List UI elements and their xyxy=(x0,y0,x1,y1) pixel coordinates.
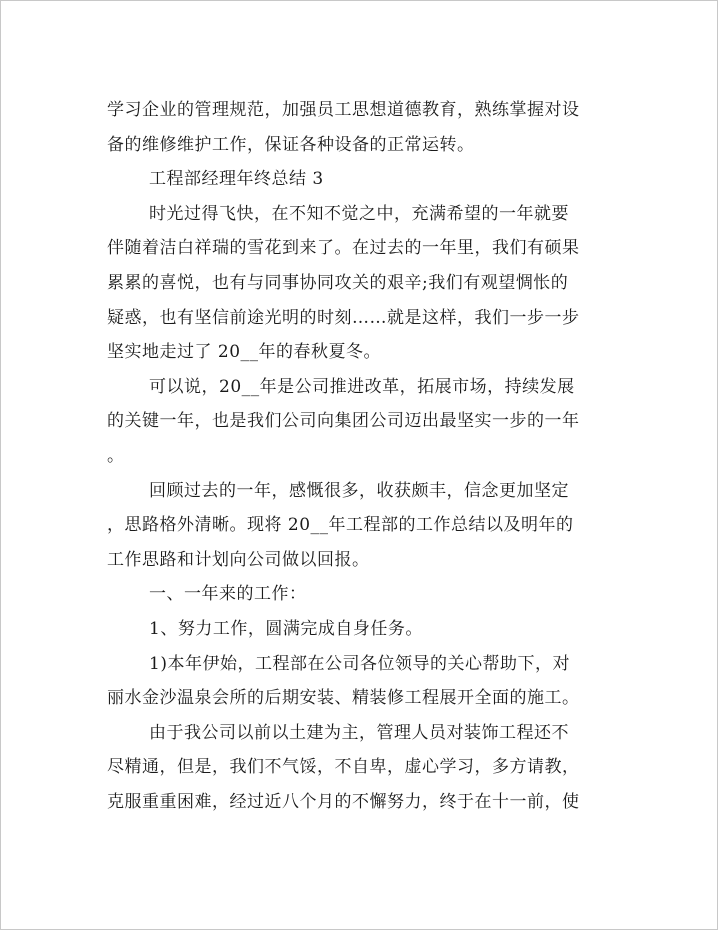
text-line: 回顾过去的一年，感慨很多，收获颇丰，信念更加坚定 xyxy=(149,480,569,501)
text-line: 时光过得飞快，在不知不觉之中，充满希望的一年就要 xyxy=(149,203,569,224)
text-line: 坚实地走过了 20__年的春秋夏冬。 xyxy=(107,342,382,363)
text-line: 的关键一年，也是我们公司向集团公司迈出最坚实一步的一年 xyxy=(107,411,580,432)
text-line: 备的维修维护工作，保证各种设备的正常运转。 xyxy=(107,134,475,155)
text-line: 丽水金沙温泉会所的后期安装、精装修工程展开全面的施工。 xyxy=(107,688,580,709)
text-line: 累累的喜悦，也有与同事协同攻关的艰辛;我们有观望惆怅的 xyxy=(107,272,569,293)
text-line: 。 xyxy=(107,445,125,466)
section-heading: 工程部经理年终总结 3 xyxy=(149,169,324,190)
text-line: 由于我公司以前以土建为主，管理人员对装饰工程还不 xyxy=(149,722,569,743)
text-line: 学习企业的管理规范，加强员工思想道德教育，熟练掌握对设 xyxy=(107,100,580,120)
text-line: 尽精通，但是，我们不气馁，不自卑，虚心学习，多方请教， xyxy=(107,757,580,778)
text-line: 克服重重困难，经过近八个月的不懈努力，终于在十一前，使 xyxy=(107,791,580,812)
text-line: 伴随着洁白祥瑞的雪花到来了。在过去的一年里，我们有硕果 xyxy=(107,238,580,259)
text-line: 1)本年伊始，工程部在公司各位领导的关心帮助下，对 xyxy=(149,653,570,674)
document-body xyxy=(107,93,617,819)
text-line: ，思路格外清晰。现将 20__年工程部的工作总结以及明年的 xyxy=(107,515,574,536)
list-heading: 一、一年来的工作： xyxy=(149,584,307,605)
text-line: 疑惑，也有坚信前途光明的时刻……就是这样，我们一步一步 xyxy=(107,307,580,328)
text-line: 工作思路和计划向公司做以回报。 xyxy=(107,549,370,570)
list-item: 1、努力工作，圆满完成自身任务。 xyxy=(149,618,423,639)
text-line: 可以说，20__年是公司推进改革，拓展市场，持续发展 xyxy=(149,376,575,397)
